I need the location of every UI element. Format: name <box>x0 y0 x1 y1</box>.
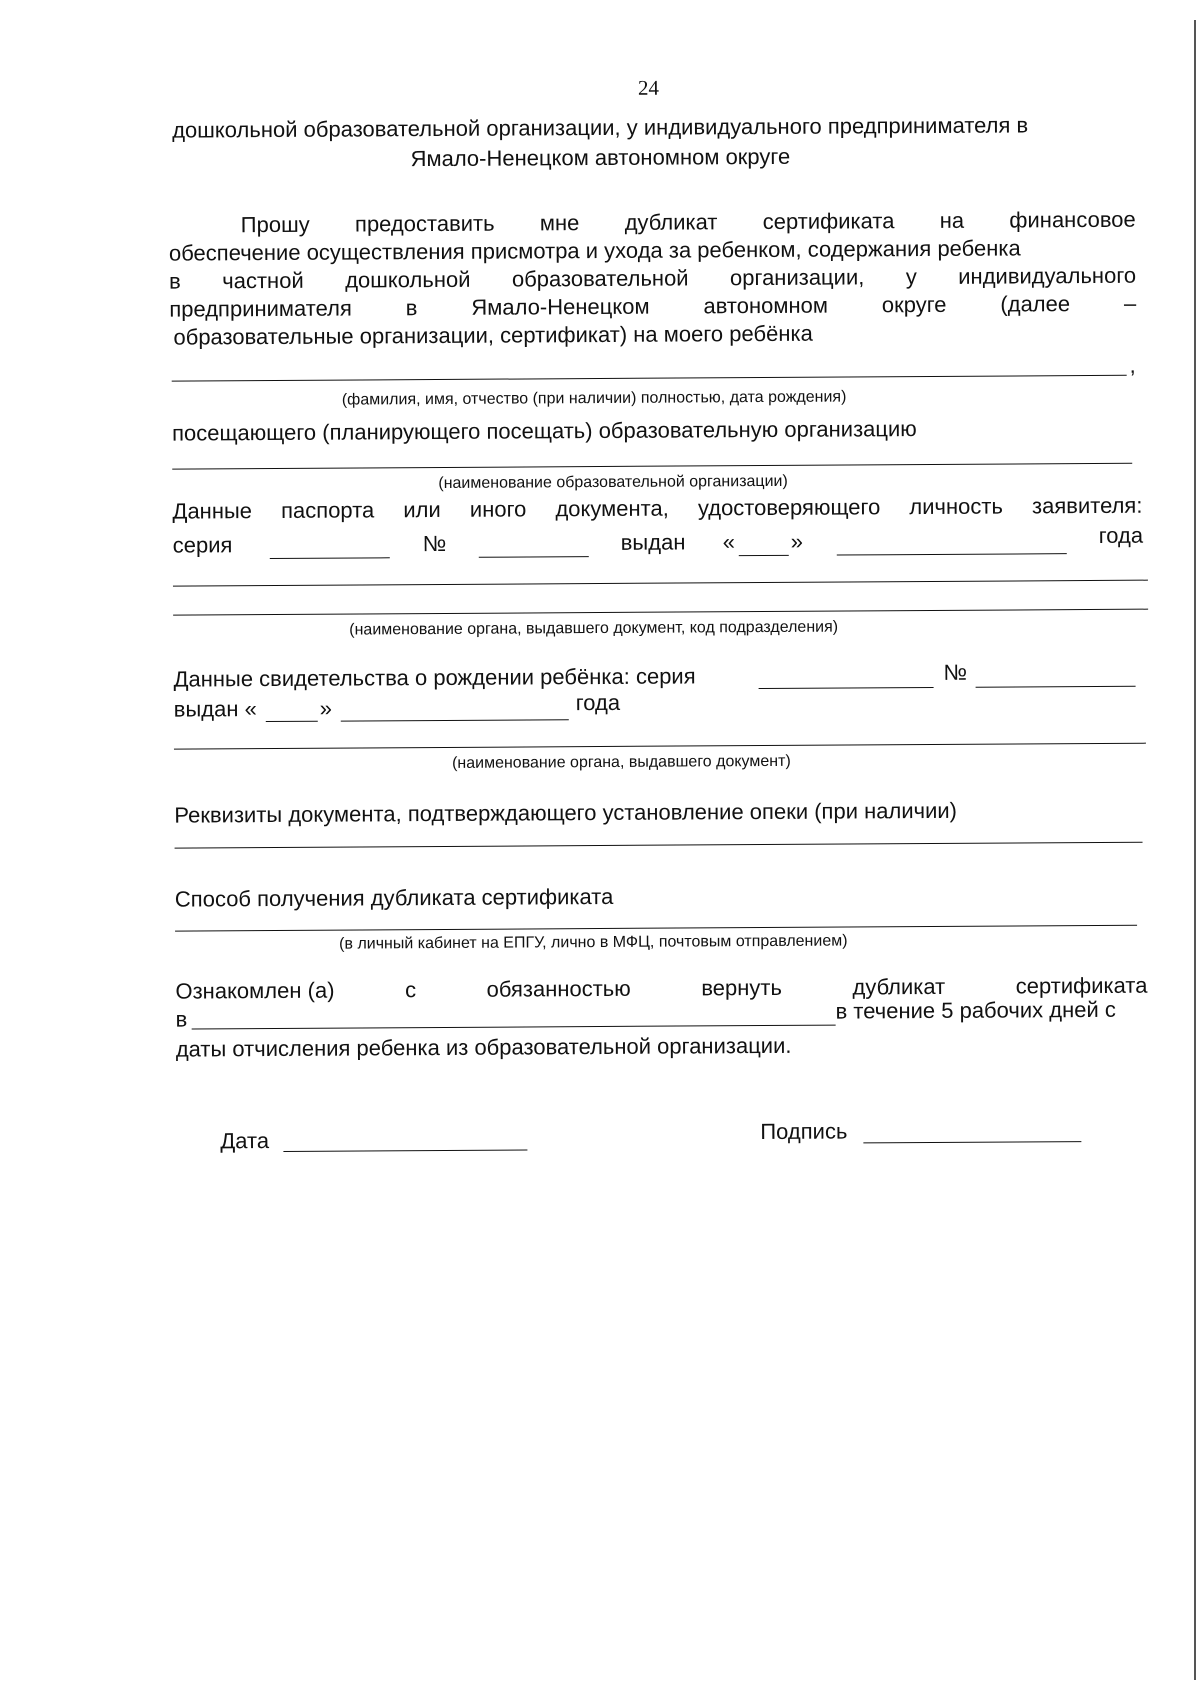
passport-month-field[interactable] <box>837 553 1067 555</box>
child-caption: (фамилия, имя, отчество (при наличии) полностью, дата рождения) <box>341 388 847 409</box>
date-field[interactable] <box>283 1149 527 1151</box>
word: обязанностью <box>486 975 631 1002</box>
word: в <box>405 295 418 321</box>
word: индивидуального <box>958 262 1137 289</box>
date-label: Дата <box>220 1128 270 1154</box>
birth-cert-quote-close: » <box>319 695 333 721</box>
passport-number-label: № <box>422 530 447 557</box>
word: частной <box>222 267 304 294</box>
word: документа, <box>555 495 669 522</box>
child-name-line <box>172 375 1127 382</box>
word: дошкольной <box>345 266 471 293</box>
birth-cert-issuer-line[interactable] <box>174 743 1146 750</box>
passport-series-label: серия <box>172 532 233 558</box>
title-line-1: дошкольной образовательной организации, у индивидуального предпринимателя в <box>172 112 1029 143</box>
word: организации, <box>729 264 865 291</box>
word: иного <box>469 496 527 522</box>
word: – <box>1123 290 1137 316</box>
word: на <box>939 207 965 233</box>
passport-quote-open: « <box>722 529 736 555</box>
word: вернуть <box>701 974 782 1001</box>
word: Ознакомлен (а) <box>175 977 335 1004</box>
birth-cert-issued-label: выдан « <box>173 696 257 722</box>
word: у <box>905 264 917 290</box>
word: заявителя: <box>1031 492 1143 519</box>
request-line-3 <box>169 263 1136 295</box>
signature-label: Подпись <box>760 1118 848 1145</box>
birth-cert-label: Данные свидетельства о рождении ребёнка: серия <box>173 663 696 692</box>
word: Прошу <box>240 211 310 238</box>
word: образовательной <box>511 265 689 292</box>
guardianship-line[interactable] <box>175 842 1143 849</box>
title-line-2: Ямало-Ненецком автономном округе <box>410 143 791 172</box>
word: паспорта <box>281 497 375 523</box>
acknowledgment-line-2-end: в течение 5 рабочих дней с <box>835 996 1116 1024</box>
word: в <box>169 268 181 294</box>
word: или <box>403 496 441 523</box>
acknowledgment-org-field[interactable] <box>192 1025 836 1030</box>
acknowledgment-line-2-start: в <box>175 1006 188 1032</box>
line-end-comma: , <box>1129 352 1136 378</box>
organization-caption: (наименование образовательной организации) <box>438 472 788 492</box>
passport-year-label: года <box>1098 522 1144 548</box>
delivery-text: Способ получения дубликата сертификата <box>174 883 614 912</box>
birth-cert-year-label: года <box>575 689 621 716</box>
birth-cert-series-field[interactable] <box>759 687 934 689</box>
guardianship-text: Реквизиты документа, подтверждающего установление опеки (при наличии) <box>174 797 958 828</box>
word: автономном <box>703 292 829 319</box>
signature-field[interactable] <box>863 1141 1081 1143</box>
request-line-2: обеспечение осуществления присмотра и ухода за ребенком, содержания ребенка <box>168 235 1021 266</box>
word: с <box>404 977 417 1003</box>
word: округе <box>881 291 947 318</box>
word: предпринимателя <box>169 295 352 322</box>
word: финансовое <box>1009 206 1136 233</box>
word: предоставить <box>354 210 495 237</box>
passport-issuer-line-1[interactable] <box>173 580 1148 587</box>
delivery-line[interactable] <box>175 925 1137 932</box>
attending-text: посещающего (планирующего посещать) образовательную организацию <box>171 416 917 446</box>
request-line-1 <box>241 207 1136 238</box>
delivery-caption: (в личный кабинет на ЕПГУ, лично в МФЦ, почтовым отправлением) <box>339 932 848 953</box>
organization-line <box>172 463 1132 470</box>
birth-cert-day-field[interactable] <box>266 721 318 722</box>
acknowledgment-line-3: даты отчисления ребенка из образовательной организации. <box>175 1032 792 1062</box>
passport-caption: (наименование органа, выдавшего документ, код подразделения) <box>349 618 839 639</box>
passport-quote-close: » <box>790 528 804 554</box>
passport-day-field[interactable] <box>739 555 789 556</box>
birth-cert-number-label: № <box>943 659 968 685</box>
birth-cert-number-field[interactable] <box>976 686 1136 688</box>
word: дубликат <box>624 209 718 235</box>
passport-issued-label: выдан <box>620 529 686 555</box>
passport-issuer-line-2[interactable] <box>173 609 1148 616</box>
page-number: 24 <box>637 75 659 100</box>
birth-cert-caption: (наименование органа, выдавшего документ) <box>451 752 791 772</box>
passport-series-field[interactable] <box>270 557 390 559</box>
word: сертификата <box>762 208 895 235</box>
word: Данные <box>172 498 253 524</box>
scan-edge-mark <box>1194 20 1196 1680</box>
request-line-4 <box>169 291 1136 323</box>
passport-heading <box>172 493 1142 525</box>
request-line-5: образовательные организации, сертификат) на моего ребёнка <box>173 320 813 350</box>
birth-cert-month-field[interactable] <box>341 719 569 721</box>
word: Ямало-Ненецком <box>471 293 650 320</box>
word: дубликат <box>852 973 946 1000</box>
word: личность <box>909 493 1003 520</box>
passport-number-field[interactable] <box>479 556 589 558</box>
word: сертификата <box>1015 972 1148 999</box>
word: (далее <box>1000 291 1071 317</box>
word: мне <box>539 210 580 236</box>
word: удостоверяющего <box>697 494 881 521</box>
